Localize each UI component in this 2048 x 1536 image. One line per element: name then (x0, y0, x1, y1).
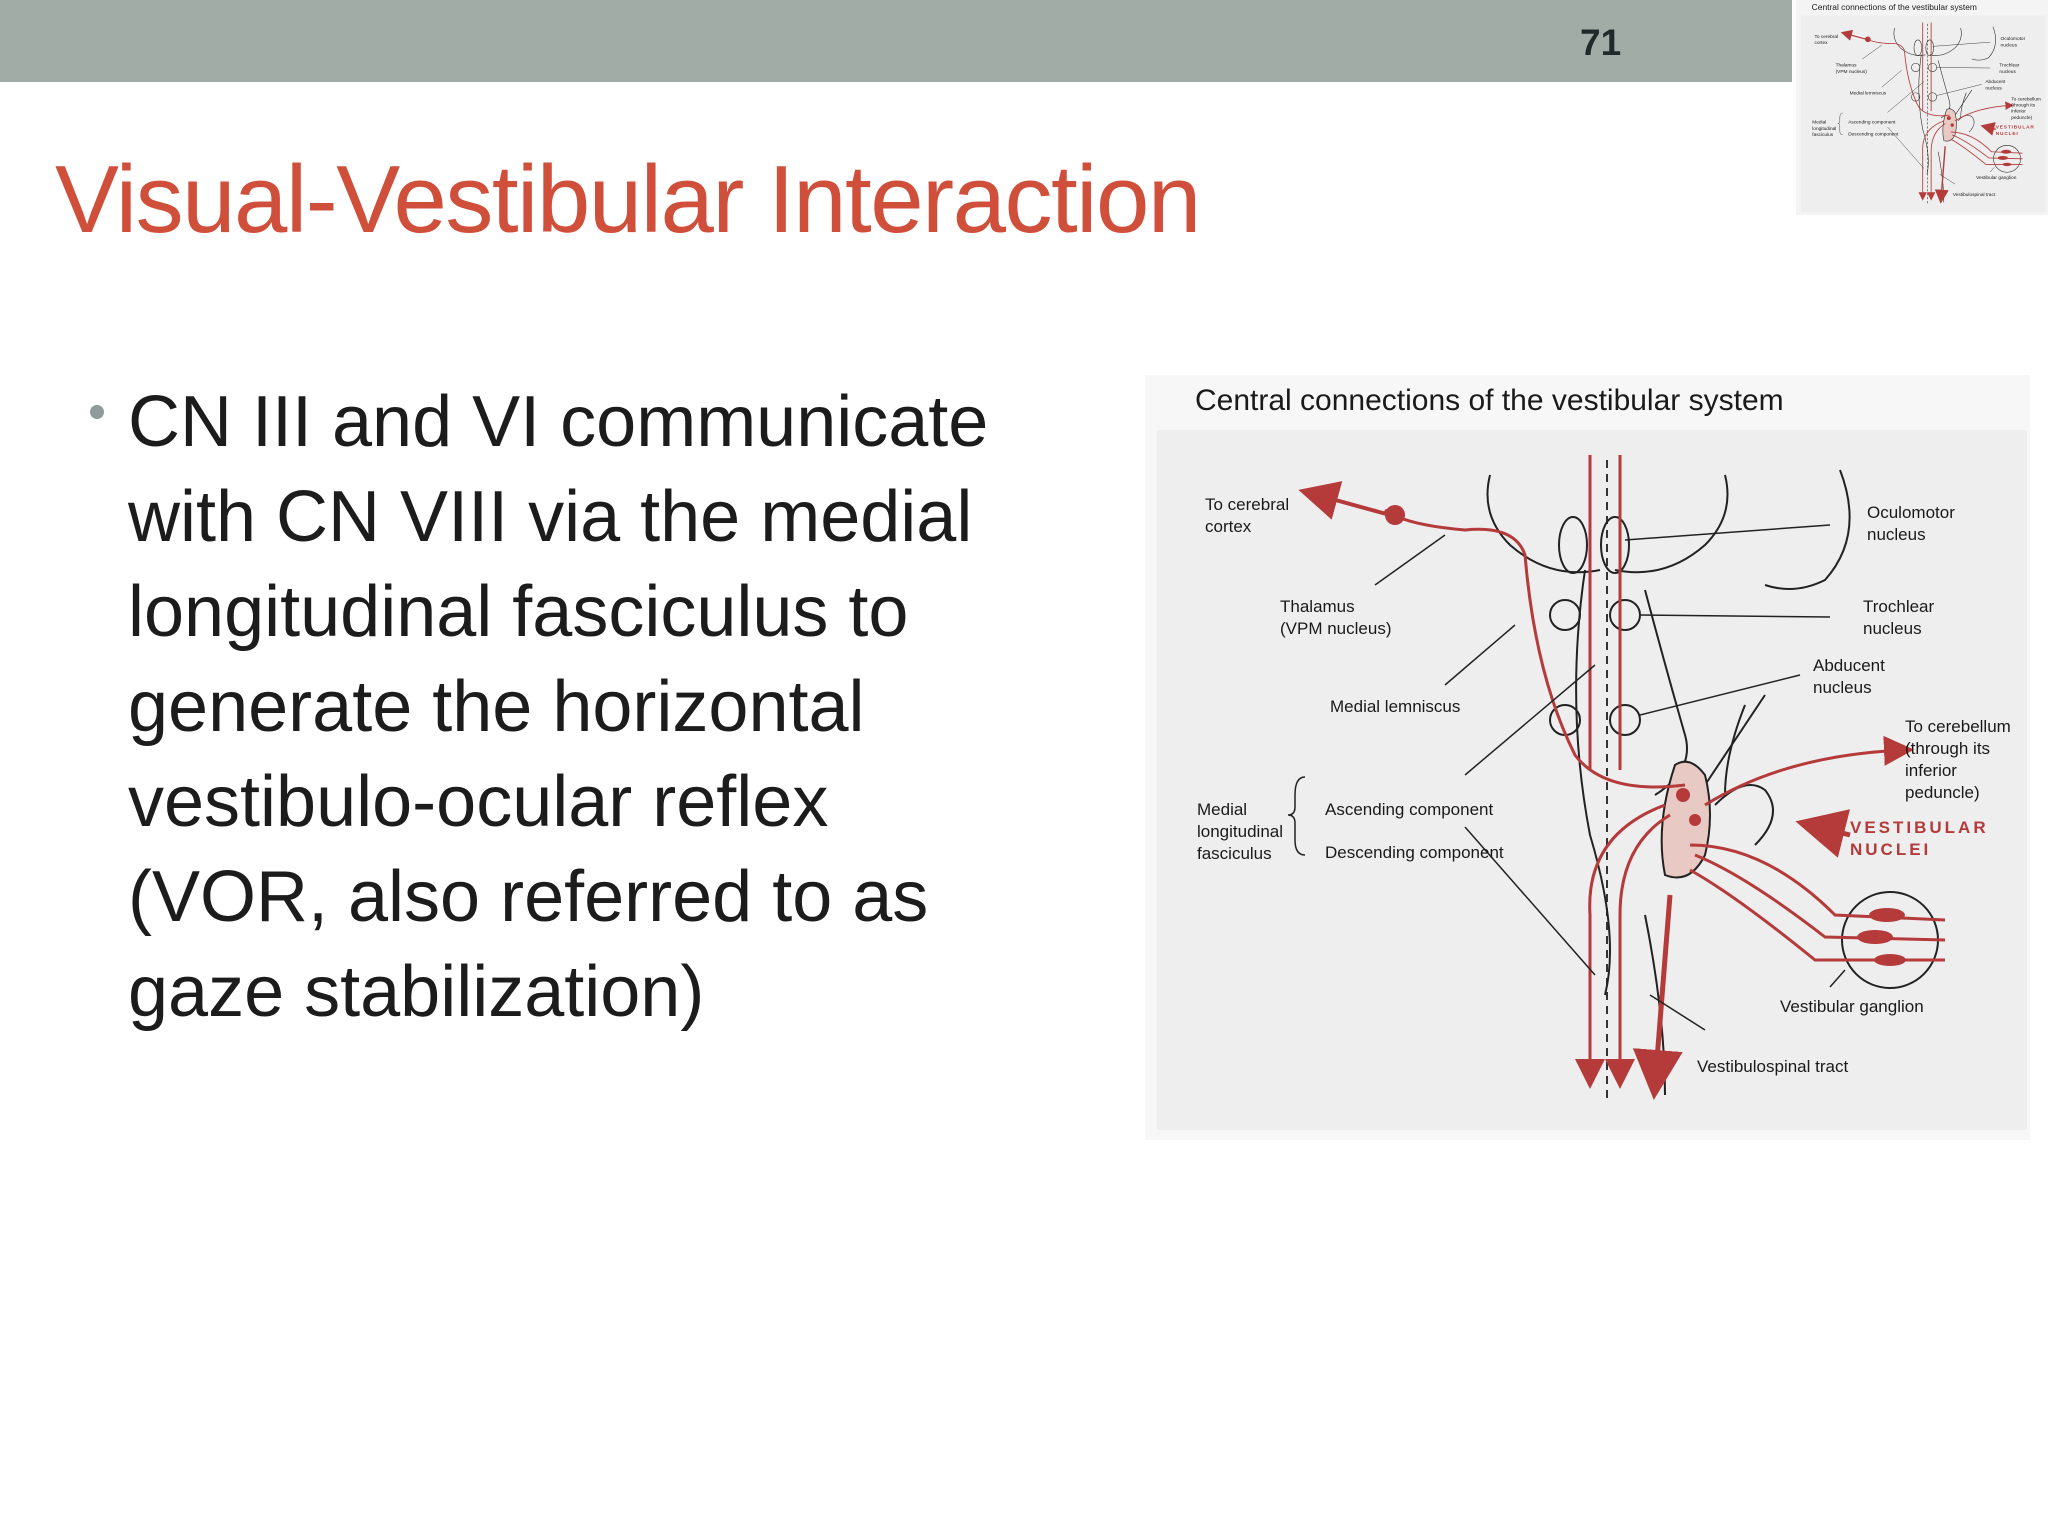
slide-number: 71 (1580, 22, 1622, 63)
bullet-marker (90, 405, 104, 419)
thumbnail-svg (1796, 0, 2048, 215)
bullet-text: CN III and VI communicate with CN VIII via the medial longitudinal fasciculus to generate the horizontal vestibulo-ocular reflex (VOR, also referred to as gaze stabilization) (128, 382, 989, 1032)
diagram-svg (1145, 375, 2030, 1140)
slide-title: Visual-Vestibular Interaction (55, 146, 1200, 253)
vestibular-diagram (1145, 375, 2030, 1140)
diagram-thumbnail (1796, 0, 2048, 215)
header-bar (0, 0, 1792, 82)
